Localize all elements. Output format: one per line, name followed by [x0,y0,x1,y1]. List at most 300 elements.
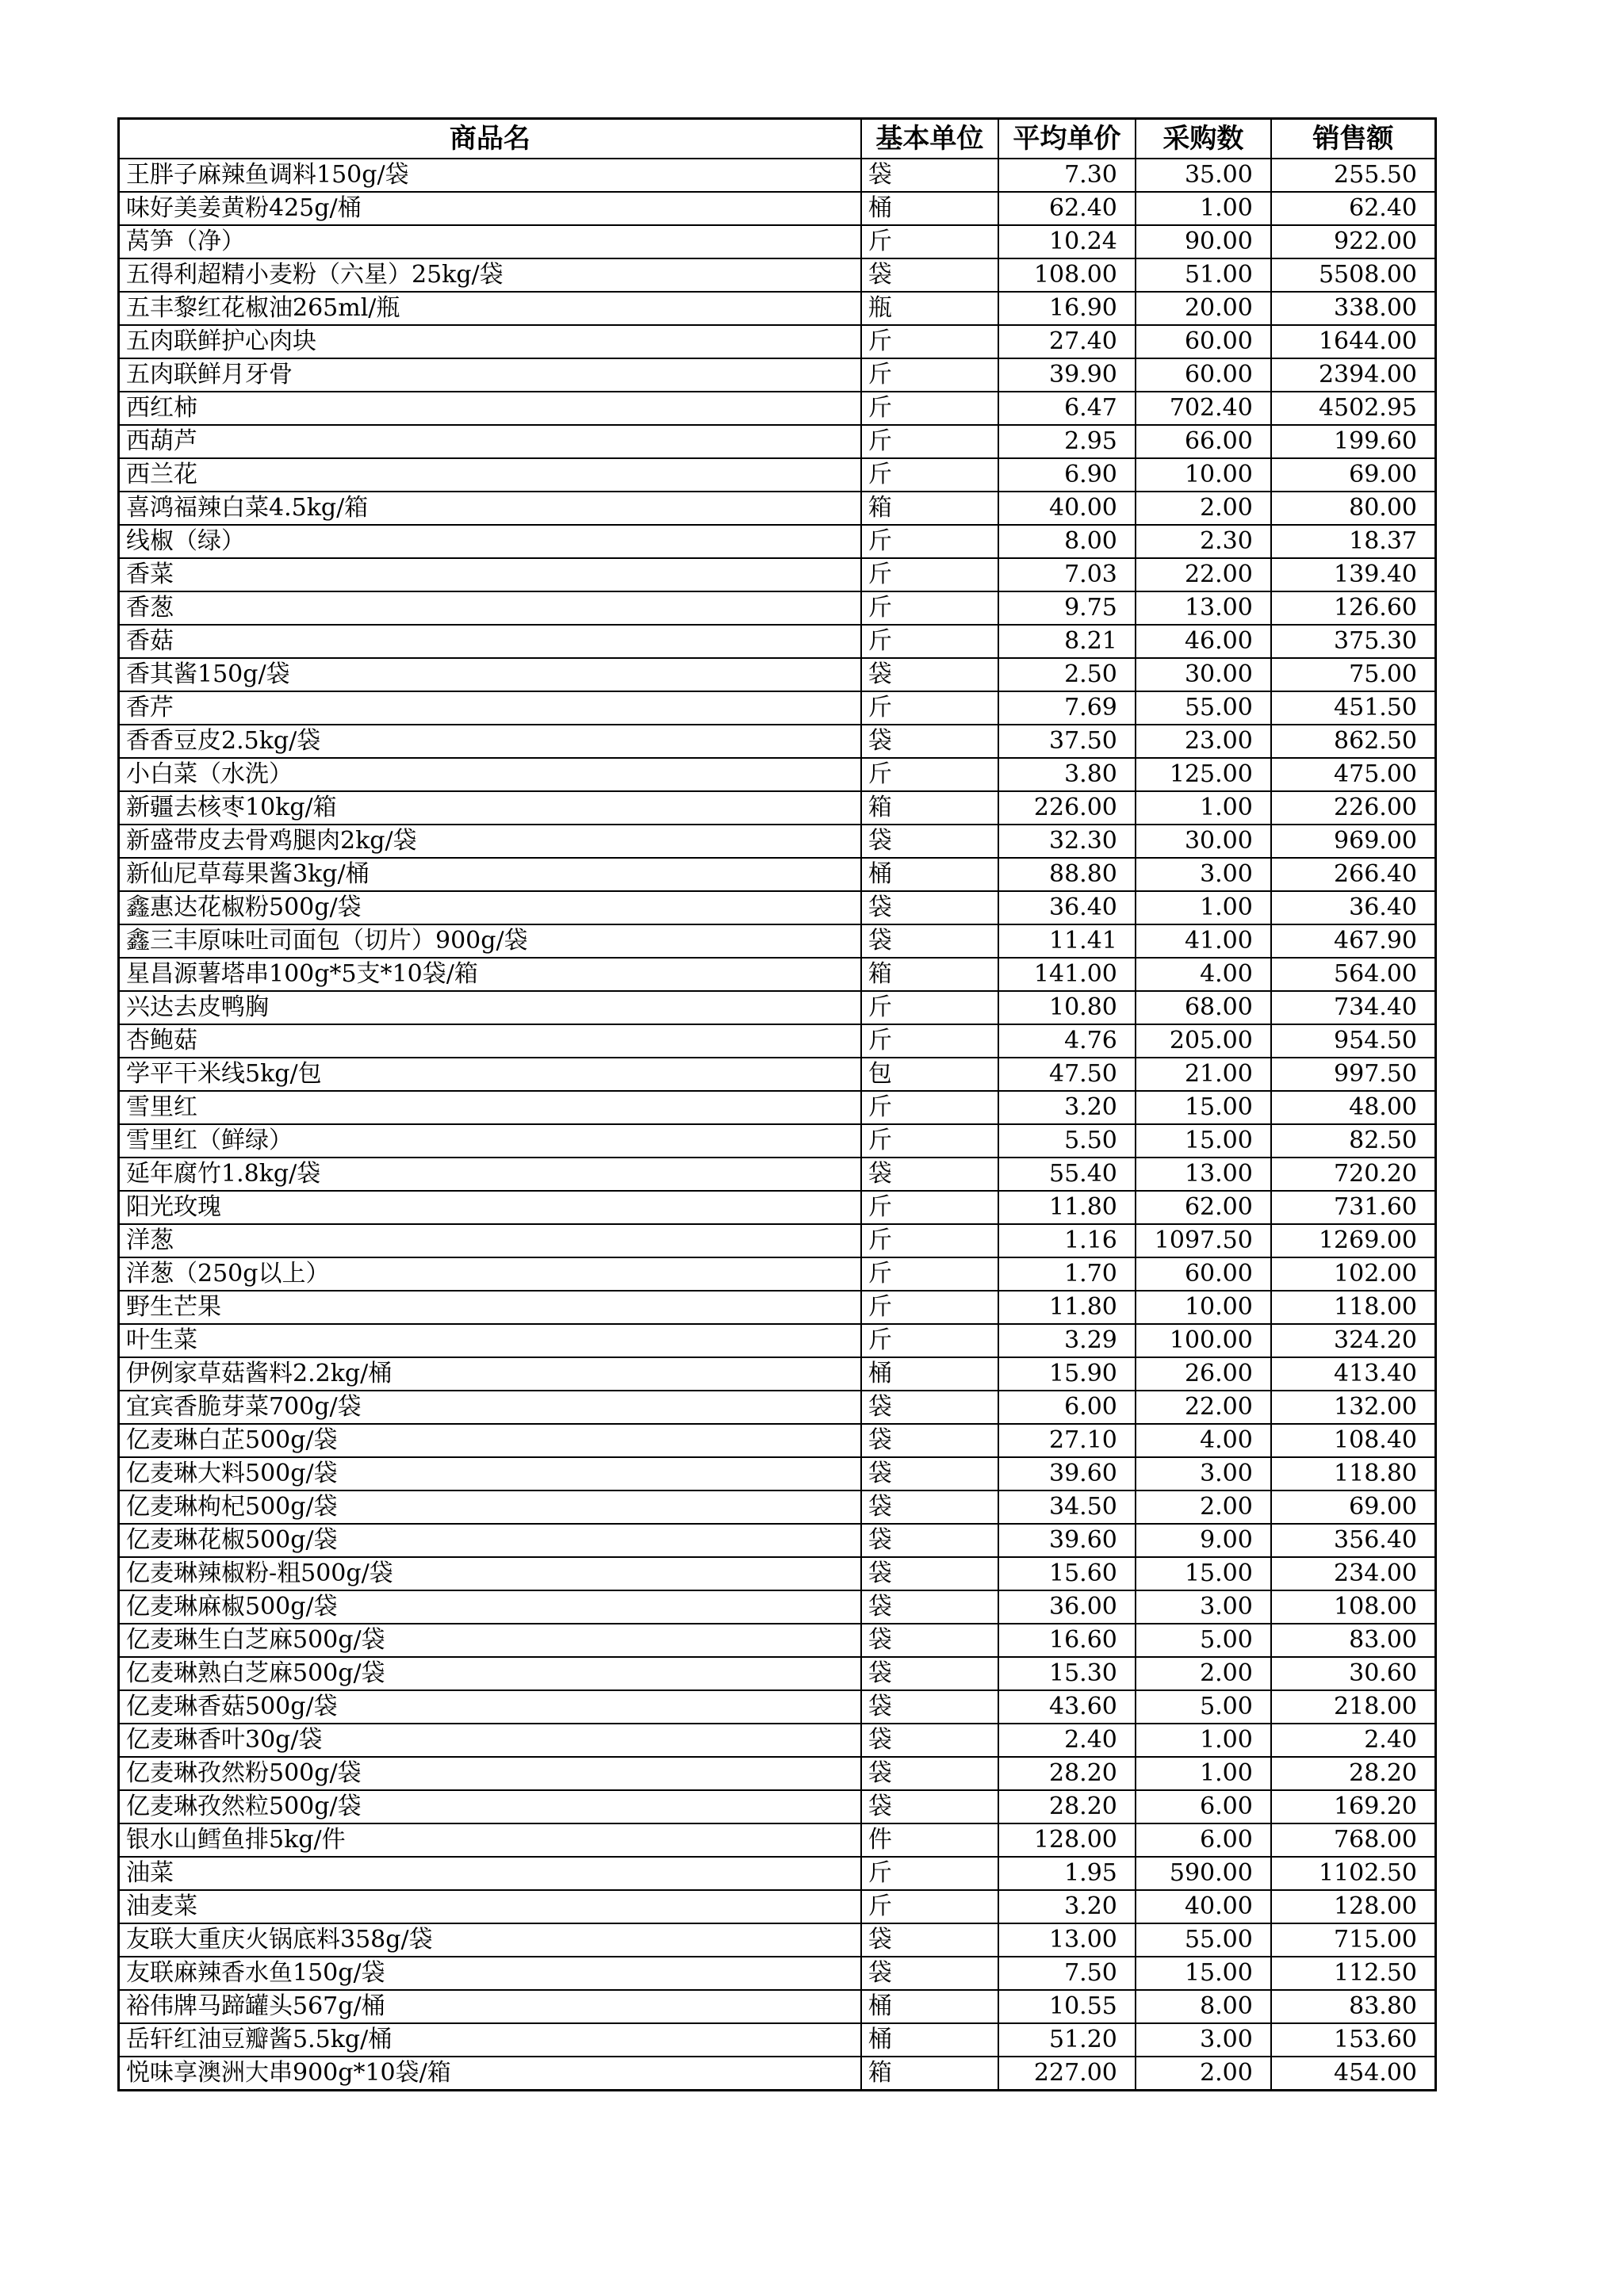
purchase-quantity-cell: 40.00 [1136,1890,1271,1923]
unit-cell: 斤 [861,1890,998,1923]
purchase-quantity-cell: 3.00 [1136,858,1271,891]
sales-amount-cell: 75.00 [1271,658,1436,691]
table-row [119,691,1436,725]
purchase-quantity-cell: 4.00 [1136,1424,1271,1457]
purchase-quantity-cell: 15.00 [1136,1091,1271,1124]
table-row [119,725,1436,758]
product-name-cell: 延年腐竹1.8kg/袋 [119,1158,861,1191]
average-price-cell: 1.16 [998,1224,1136,1257]
average-price-cell: 2.95 [998,425,1136,458]
table-row [119,1890,1436,1923]
sales-amount-cell: 36.40 [1271,891,1436,924]
purchase-quantity-cell: 68.00 [1136,991,1271,1024]
unit-cell: 袋 [861,1624,998,1657]
product-name-cell: 五丰黎红花椒油265ml/瓶 [119,292,861,325]
table-row [119,825,1436,858]
average-price-cell: 10.55 [998,1990,1136,2023]
purchase-quantity-cell: 4.00 [1136,958,1271,991]
table-row [119,225,1436,258]
sales-amount-cell: 266.40 [1271,858,1436,891]
unit-cell: 袋 [861,924,998,958]
purchase-quantity-cell: 9.00 [1136,1524,1271,1557]
unit-cell: 包 [861,1058,998,1091]
purchase-quantity-cell: 51.00 [1136,258,1271,292]
purchase-quantity-cell: 20.00 [1136,292,1271,325]
table-row [119,1490,1436,1524]
purchase-quantity-cell: 1.00 [1136,192,1271,225]
purchase-quantity-cell: 55.00 [1136,1923,1271,1957]
product-name-cell: 西葫芦 [119,425,861,458]
average-price-cell: 51.20 [998,2023,1136,2057]
purchase-quantity-cell: 22.00 [1136,1391,1271,1424]
table-row [119,458,1436,492]
average-price-cell: 128.00 [998,1823,1136,1857]
sales-amount-cell: 2.40 [1271,1724,1436,1757]
product-name-cell: 岳轩红油豆瓣酱5.5kg/桶 [119,2023,861,2057]
product-name-cell: 星昌源薯塔串100g*5支*10袋/箱 [119,958,861,991]
table-row [119,591,1436,625]
product-name-cell: 鑫惠达花椒粉500g/袋 [119,891,861,924]
purchase-quantity-cell: 8.00 [1136,1990,1271,2023]
product-name-cell: 味好美姜黄粉425g/桶 [119,192,861,225]
product-name-cell: 亿麦琳孜然粒500g/袋 [119,1790,861,1823]
unit-cell: 袋 [861,1391,998,1424]
sales-amount-cell: 83.00 [1271,1624,1436,1657]
average-price-cell: 11.80 [998,1291,1136,1324]
purchase-quantity-cell: 2.00 [1136,2057,1271,2091]
table-row [119,1058,1436,1091]
table-row [119,1024,1436,1058]
average-price-cell: 5.50 [998,1124,1136,1158]
product-name-cell: 新盛带皮去骨鸡腿肉2kg/袋 [119,825,861,858]
sales-amount-cell: 62.40 [1271,192,1436,225]
table-row [119,1624,1436,1657]
table-row [119,924,1436,958]
table-row [119,1990,1436,2023]
unit-cell: 斤 [861,392,998,425]
product-name-cell: 杏鲍菇 [119,1024,861,1058]
table-row [119,1158,1436,1191]
unit-cell: 袋 [861,1490,998,1524]
product-name-cell: 香葱 [119,591,861,625]
purchase-quantity-cell: 2.30 [1136,525,1271,558]
sales-amount-cell: 82.50 [1271,1124,1436,1158]
table-row [119,1124,1436,1158]
sales-amount-cell: 118.00 [1271,1291,1436,1324]
table-row [119,1790,1436,1823]
table-row [119,1224,1436,1257]
header-purchase-quantity: 采购数 [1136,119,1271,159]
average-price-cell: 2.40 [998,1724,1136,1757]
table-row [119,758,1436,791]
purchase-quantity-cell: 60.00 [1136,1257,1271,1291]
unit-cell: 桶 [861,1357,998,1391]
purchase-quantity-cell: 62.00 [1136,1191,1271,1224]
purchase-quantity-cell: 1097.50 [1136,1224,1271,1257]
average-price-cell: 3.29 [998,1324,1136,1357]
product-name-cell: 阳光玫瑰 [119,1191,861,1224]
table-row [119,425,1436,458]
unit-cell: 桶 [861,1990,998,2023]
average-price-cell: 88.80 [998,858,1136,891]
sales-amount-cell: 234.00 [1271,1557,1436,1590]
average-price-cell: 39.60 [998,1524,1136,1557]
sales-amount-cell: 715.00 [1271,1923,1436,1957]
average-price-cell: 55.40 [998,1158,1136,1191]
purchase-quantity-cell: 2.00 [1136,1657,1271,1690]
unit-cell: 斤 [861,1224,998,1257]
average-price-cell: 1.70 [998,1257,1136,1291]
purchase-quantity-cell: 10.00 [1136,458,1271,492]
average-price-cell: 3.20 [998,1890,1136,1923]
product-name-cell: 喜鸿福辣白菜4.5kg/箱 [119,492,861,525]
unit-cell: 袋 [861,825,998,858]
product-name-cell: 亿麦琳花椒500g/袋 [119,1524,861,1557]
average-price-cell: 6.00 [998,1391,1136,1424]
sales-amount-cell: 720.20 [1271,1158,1436,1191]
purchase-quantity-cell: 26.00 [1136,1357,1271,1391]
purchase-quantity-cell: 15.00 [1136,1957,1271,1990]
unit-cell: 斤 [861,1091,998,1124]
sales-amount-cell: 128.00 [1271,1890,1436,1923]
product-name-cell: 亿麦琳孜然粉500g/袋 [119,1757,861,1790]
purchase-quantity-cell: 5.00 [1136,1624,1271,1657]
unit-cell: 斤 [861,458,998,492]
product-name-cell: 香其酱150g/袋 [119,658,861,691]
table-row [119,1091,1436,1124]
product-name-cell: 亿麦琳麻椒500g/袋 [119,1590,861,1624]
sales-amount-cell: 324.20 [1271,1324,1436,1357]
unit-cell: 桶 [861,858,998,891]
average-price-cell: 6.47 [998,392,1136,425]
product-name-cell: 亿麦琳白芷500g/袋 [119,1424,861,1457]
unit-cell: 袋 [861,725,998,758]
table-row [119,1657,1436,1690]
unit-cell: 袋 [861,1424,998,1457]
table-row [119,1590,1436,1624]
product-name-cell: 亿麦琳熟白芝麻500g/袋 [119,1657,861,1690]
purchase-quantity-cell: 55.00 [1136,691,1271,725]
product-name-cell: 香芹 [119,691,861,725]
product-name-cell: 线椒（绿） [119,525,861,558]
unit-cell: 袋 [861,1724,998,1757]
unit-cell: 袋 [861,1158,998,1191]
average-price-cell: 16.90 [998,292,1136,325]
header-row [119,119,1436,159]
average-price-cell: 62.40 [998,192,1136,225]
sales-amount-cell: 997.50 [1271,1058,1436,1091]
average-price-cell: 10.80 [998,991,1136,1024]
product-name-cell: 五肉联鲜月牙骨 [119,358,861,392]
table-row [119,392,1436,425]
average-price-cell: 6.90 [998,458,1136,492]
header-sales-amount: 销售额 [1271,119,1436,159]
table-row [119,1191,1436,1224]
table-row [119,492,1436,525]
table-row [119,525,1436,558]
average-price-cell: 39.60 [998,1457,1136,1490]
sales-amount-cell: 5508.00 [1271,258,1436,292]
table-row [119,1957,1436,1990]
unit-cell: 桶 [861,192,998,225]
average-price-cell: 15.60 [998,1557,1136,1590]
unit-cell: 斤 [861,691,998,725]
purchase-quantity-cell: 10.00 [1136,1291,1271,1324]
header-base-unit: 基本单位 [861,119,998,159]
average-price-cell: 43.60 [998,1690,1136,1724]
average-price-cell: 36.40 [998,891,1136,924]
table-row [119,1857,1436,1890]
sales-amount-cell: 969.00 [1271,825,1436,858]
table-row [119,1391,1436,1424]
product-name-cell: 友联大重庆火锅底料358g/袋 [119,1923,861,1957]
sales-amount-cell: 118.80 [1271,1457,1436,1490]
table-row [119,1757,1436,1790]
product-name-cell: 学平干米线5kg/包 [119,1058,861,1091]
purchase-quantity-cell: 15.00 [1136,1557,1271,1590]
product-name-cell: 叶生菜 [119,1324,861,1357]
unit-cell: 桶 [861,2023,998,2057]
product-name-cell: 洋葱 [119,1224,861,1257]
product-name-cell: 雪里红 [119,1091,861,1124]
average-price-cell: 40.00 [998,492,1136,525]
table-row [119,858,1436,891]
sales-amount-cell: 1644.00 [1271,325,1436,358]
unit-cell: 件 [861,1823,998,1857]
product-name-cell: 油麦菜 [119,1890,861,1923]
unit-cell: 袋 [861,159,998,192]
sales-amount-cell: 375.30 [1271,625,1436,658]
sales-amount-cell: 18.37 [1271,525,1436,558]
product-name-cell: 裕伟牌马蹄罐头567g/桶 [119,1990,861,2023]
sales-amount-cell: 199.60 [1271,425,1436,458]
product-name-cell: 新疆去核枣10kg/箱 [119,791,861,825]
header-average-price: 平均单价 [998,119,1136,159]
unit-cell: 斤 [861,1324,998,1357]
average-price-cell: 3.80 [998,758,1136,791]
unit-cell: 斤 [861,1191,998,1224]
unit-cell: 袋 [861,1457,998,1490]
product-name-cell: 五得利超精小麦粉（六星）25kg/袋 [119,258,861,292]
purchase-quantity-cell: 6.00 [1136,1823,1271,1857]
table-row [119,358,1436,392]
purchase-quantity-cell: 205.00 [1136,1024,1271,1058]
unit-cell: 箱 [861,791,998,825]
average-price-cell: 10.24 [998,225,1136,258]
average-price-cell: 13.00 [998,1923,1136,1957]
product-name-cell: 宜宾香脆芽菜700g/袋 [119,1391,861,1424]
unit-cell: 箱 [861,958,998,991]
sales-amount-cell: 454.00 [1271,2057,1436,2091]
average-price-cell: 27.40 [998,325,1136,358]
purchase-quantity-cell: 60.00 [1136,325,1271,358]
average-price-cell: 47.50 [998,1058,1136,1091]
table-row [119,1291,1436,1324]
product-name-cell: 野生芒果 [119,1291,861,1324]
sales-amount-cell: 1269.00 [1271,1224,1436,1257]
average-price-cell: 28.20 [998,1790,1136,1823]
unit-cell: 斤 [861,358,998,392]
average-price-cell: 36.00 [998,1590,1136,1624]
purchase-quantity-cell: 3.00 [1136,1457,1271,1490]
product-name-cell: 雪里红（鲜绿） [119,1124,861,1158]
product-name-cell: 五肉联鲜护心肉块 [119,325,861,358]
table-row [119,1524,1436,1557]
sales-amount-cell: 467.90 [1271,924,1436,958]
sales-amount-cell: 451.50 [1271,691,1436,725]
product-name-cell: 悦味享澳洲大串900g*10袋/箱 [119,2057,861,2091]
purchase-quantity-cell: 15.00 [1136,1124,1271,1158]
purchase-quantity-cell: 1.00 [1136,1757,1271,1790]
average-price-cell: 227.00 [998,2057,1136,2091]
purchase-quantity-cell: 1.00 [1136,791,1271,825]
sales-amount-cell: 4502.95 [1271,392,1436,425]
average-price-cell: 16.60 [998,1624,1136,1657]
purchase-quantity-cell: 2.00 [1136,1490,1271,1524]
unit-cell: 箱 [861,2057,998,2091]
header-product-name: 商品名 [119,119,861,159]
product-name-cell: 亿麦琳香叶30g/袋 [119,1724,861,1757]
average-price-cell: 7.69 [998,691,1136,725]
purchase-quantity-cell: 590.00 [1136,1857,1271,1890]
unit-cell: 袋 [861,1923,998,1957]
average-price-cell: 15.90 [998,1357,1136,1391]
unit-cell: 斤 [861,758,998,791]
average-price-cell: 39.90 [998,358,1136,392]
table-row [119,1257,1436,1291]
product-name-cell: 亿麦琳枸杞500g/袋 [119,1490,861,1524]
sales-amount-cell: 862.50 [1271,725,1436,758]
unit-cell: 斤 [861,325,998,358]
average-price-cell: 4.76 [998,1024,1136,1058]
product-name-cell: 新仙尼草莓果酱3kg/桶 [119,858,861,891]
sales-amount-cell: 1102.50 [1271,1857,1436,1890]
purchase-quantity-cell: 22.00 [1136,558,1271,591]
sales-amount-cell: 102.00 [1271,1257,1436,1291]
average-price-cell: 1.95 [998,1857,1136,1890]
unit-cell: 斤 [861,525,998,558]
unit-cell: 袋 [861,1757,998,1790]
unit-cell: 斤 [861,1257,998,1291]
sales-amount-cell: 126.60 [1271,591,1436,625]
product-name-cell: 亿麦琳辣椒粉-粗500g/袋 [119,1557,861,1590]
table-row [119,1324,1436,1357]
product-name-cell: 王胖子麻辣鱼调料150g/袋 [119,159,861,192]
purchase-quantity-cell: 46.00 [1136,625,1271,658]
purchase-quantity-cell: 90.00 [1136,225,1271,258]
table-row [119,791,1436,825]
sales-amount-cell: 564.00 [1271,958,1436,991]
product-name-cell: 鑫三丰原味吐司面包（切片）900g/袋 [119,924,861,958]
purchase-quantity-cell: 41.00 [1136,924,1271,958]
product-name-cell: 香菇 [119,625,861,658]
purchase-quantity-cell: 125.00 [1136,758,1271,791]
sales-amount-cell: 48.00 [1271,1091,1436,1124]
average-price-cell: 15.30 [998,1657,1136,1690]
purchase-quantity-cell: 30.00 [1136,658,1271,691]
product-name-cell: 兴达去皮鸭胸 [119,991,861,1024]
sales-amount-cell: 83.80 [1271,1990,1436,2023]
product-sales-table [117,117,1437,2091]
purchase-quantity-cell: 60.00 [1136,358,1271,392]
unit-cell: 斤 [861,625,998,658]
sales-amount-cell: 112.50 [1271,1957,1436,1990]
unit-cell: 斤 [861,1024,998,1058]
table-row [119,891,1436,924]
purchase-quantity-cell: 3.00 [1136,2023,1271,2057]
table-row [119,2057,1436,2091]
average-price-cell: 7.03 [998,558,1136,591]
purchase-quantity-cell: 3.00 [1136,1590,1271,1624]
sales-amount-cell: 169.20 [1271,1790,1436,1823]
sales-amount-cell: 226.00 [1271,791,1436,825]
unit-cell: 斤 [861,1124,998,1158]
table-row [119,1424,1436,1457]
unit-cell: 袋 [861,1524,998,1557]
table-row [119,1724,1436,1757]
sales-amount-cell: 954.50 [1271,1024,1436,1058]
table-row [119,625,1436,658]
purchase-quantity-cell: 100.00 [1136,1324,1271,1357]
table-row [119,292,1436,325]
average-price-cell: 11.41 [998,924,1136,958]
product-name-cell: 友联麻辣香水鱼150g/袋 [119,1957,861,1990]
unit-cell: 袋 [861,1690,998,1724]
sales-amount-cell: 413.40 [1271,1357,1436,1391]
sales-amount-cell: 475.00 [1271,758,1436,791]
average-price-cell: 141.00 [998,958,1136,991]
product-name-cell: 亿麦琳生白芝麻500g/袋 [119,1624,861,1657]
unit-cell: 袋 [861,258,998,292]
sales-amount-cell: 255.50 [1271,159,1436,192]
table-row [119,192,1436,225]
product-name-cell: 莴笋（净） [119,225,861,258]
unit-cell: 斤 [861,1857,998,1890]
purchase-quantity-cell: 30.00 [1136,825,1271,858]
average-price-cell: 37.50 [998,725,1136,758]
sales-amount-cell: 69.00 [1271,1490,1436,1524]
sales-amount-cell: 731.60 [1271,1191,1436,1224]
sales-amount-cell: 69.00 [1271,458,1436,492]
table-row [119,658,1436,691]
unit-cell: 袋 [861,658,998,691]
average-price-cell: 27.10 [998,1424,1136,1457]
unit-cell: 斤 [861,991,998,1024]
purchase-quantity-cell: 1.00 [1136,891,1271,924]
table-row [119,1357,1436,1391]
average-price-cell: 226.00 [998,791,1136,825]
unit-cell: 瓶 [861,292,998,325]
purchase-quantity-cell: 1.00 [1136,1724,1271,1757]
unit-cell: 斤 [861,1291,998,1324]
sales-amount-cell: 132.00 [1271,1391,1436,1424]
product-name-cell: 西兰花 [119,458,861,492]
sales-amount-cell: 30.60 [1271,1657,1436,1690]
product-name-cell: 香香豆皮2.5kg/袋 [119,725,861,758]
table-row [119,1690,1436,1724]
product-name-cell: 香菜 [119,558,861,591]
purchase-quantity-cell: 21.00 [1136,1058,1271,1091]
unit-cell: 袋 [861,1790,998,1823]
table-row [119,159,1436,192]
average-price-cell: 108.00 [998,258,1136,292]
table-row [119,1557,1436,1590]
average-price-cell: 7.50 [998,1957,1136,1990]
average-price-cell: 7.30 [998,159,1136,192]
sales-amount-cell: 80.00 [1271,492,1436,525]
table-row [119,258,1436,292]
table-row [119,1457,1436,1490]
